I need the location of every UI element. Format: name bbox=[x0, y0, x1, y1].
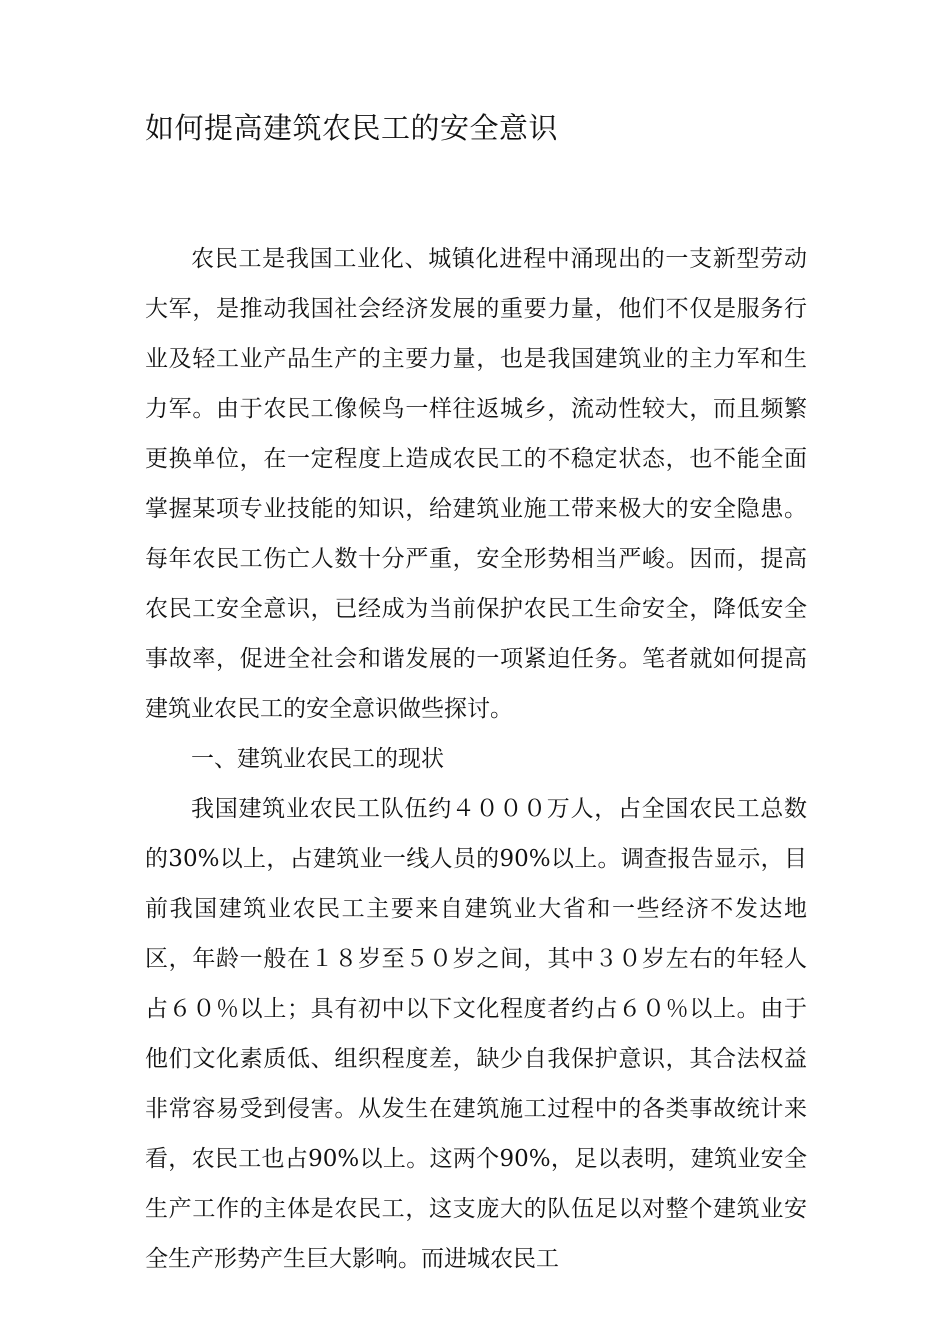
section-heading-status: 一、建筑业农民工的现状 bbox=[191, 746, 444, 772]
paragraph-intro: 农民工是我国工业化、城镇化进程中涌现出的一支新型劳动大军，是推动我国社会经济发展的重要力量，他们不仅是服务行业及轻工业产品生产的主要力量，也是我国建筑业的主力军和生力军。由于农民工像候鸟一样往返城乡，流动性较大，而且频繁更换单位，在一定程度上造成农民工的不稳定状态，也不能全面掌握某项专业技能的知识，给建筑业施工带来极大的安全隐患。每年农民工伤亡人数十分严重，安全形势相当严峻。因而，提高农民工安全意识，已经成为当前保护农民工生命安全，降低安全事故率，促进全社会和谐发展的一项紧迫任务。笔者就如何提高建筑业农民工的安全意识做些探讨。 bbox=[145, 246, 807, 722]
document-title: 如何提高建筑农民工的安全意识 bbox=[145, 111, 559, 145]
document-body bbox=[145, 234, 807, 1284]
paragraph-status: 我国建筑业农民工队伍约４０００万人，占全国农民工总数的30%以上，占建筑业一线人员的90%以上。调查报告显示，目前我国建筑业农民工主要来自建筑业大省和一些经济不发达地区，年龄一般在１８岁至５０岁之间，其中３０岁左右的年轻人占６０％以上；具有初中以下文化程度者约占６０％以上。由于他们文化素质低、组织程度差，缺少自我保护意识，其合法权益非常容易受到侵害。从发生在建筑施工过程中的各类事故统计来看，农民工也占90%以上。这两个90%，足以表明，建筑业安全生产工作的主体是农民工，这支庞大的队伍足以对整个建筑业安全生产形势产生巨大影响。而进城农民工 bbox=[145, 796, 807, 1272]
